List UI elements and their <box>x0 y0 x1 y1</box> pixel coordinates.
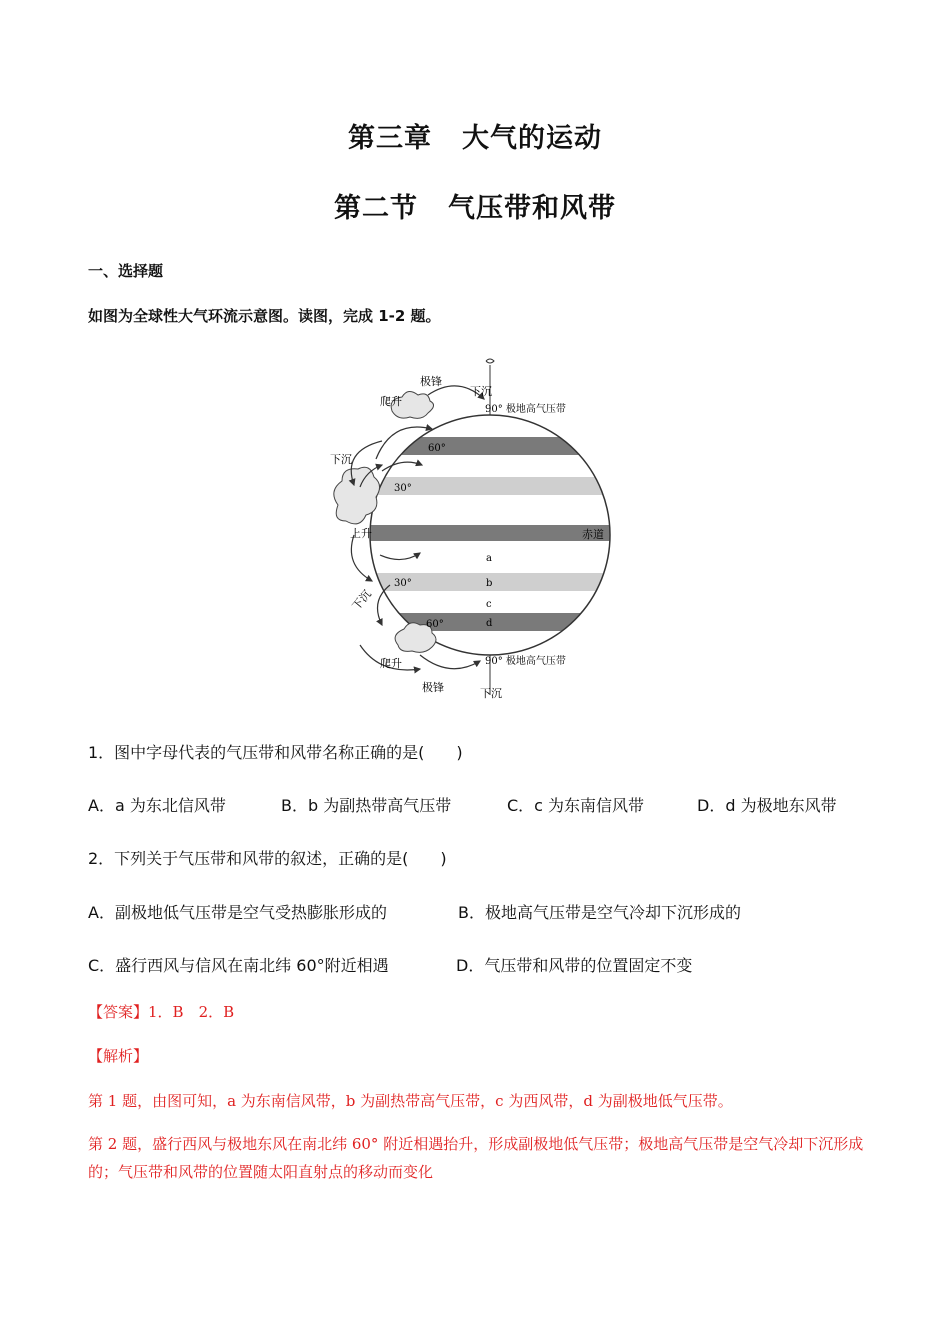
label-lat60-top: 60° <box>428 443 446 454</box>
label-sink-lower: 下沉 <box>349 587 374 613</box>
q2-option-d: D．气压带和风带的位置固定不变 <box>456 956 693 975</box>
analysis-1: 第 1 题，由图可知，a 为东南信风带，b 为副热带高气压带，c 为西风带，d 为副极地低气压带。 <box>88 1092 733 1110</box>
q1-option-a: A．a 为东北信风带 <box>88 796 226 815</box>
label-d: d <box>486 618 493 629</box>
label-rise-top: 爬升 <box>380 395 402 408</box>
label-b: b <box>486 578 493 589</box>
band-60n <box>360 437 620 455</box>
chapter-title: 第三章 大气的运动 <box>348 123 602 154</box>
atmospheric-circulation-figure <box>320 355 620 705</box>
answer: 【答案】1．B 2．B <box>88 1003 235 1021</box>
question-intro: 如图为全球性大气环流示意图。读图，完成 1-2 题。 <box>88 307 441 325</box>
q1-option-b: B．b 为副热带高气压带 <box>281 796 452 815</box>
label-polar-high-top: 90° 极地高气压带 <box>485 404 566 415</box>
label-equator: 赤道 <box>582 528 604 541</box>
label-sink-left: 下沉 <box>330 453 352 466</box>
question-1-stem: 1．图中字母代表的气压带和风带名称正确的是( ) <box>88 743 463 762</box>
q2-option-b: B．极地高气压带是空气冷却下沉形成的 <box>458 903 741 922</box>
analysis-2: 第 2 题，盛行西风与极地东风在南北纬 60° 附近相遇抬升，形成副极地低气压带；极地高气压带是空气冷却下沉形成的；气压带和风带的位置随太阳直射点的移动而变化 <box>88 1135 864 1181</box>
label-c: c <box>486 599 492 610</box>
q2-option-c: C．盛行西风与信风在南北纬 60°附近相遇 <box>88 956 389 975</box>
section-heading: 一、选择题 <box>88 262 164 280</box>
label-lat30-bottom: 30° <box>394 578 412 589</box>
label-polar-high-bottom: 90° 极地高气压带 <box>485 656 566 667</box>
q1-option-d: D．d 为极地东风带 <box>697 796 837 815</box>
label-front-bottom: 极锋 <box>422 681 444 694</box>
label-sink-top: 下沉 <box>470 385 492 398</box>
question-2-stem: 2．下列关于气压带和风带的叙述，正确的是( ) <box>88 849 447 868</box>
band-equator <box>360 525 620 541</box>
label-a: a <box>486 553 492 564</box>
label-rise-eq: 上升 <box>350 527 372 540</box>
label-front-top: 极锋 <box>420 375 442 388</box>
q1-option-c: C．c 为东南信风带 <box>507 796 645 815</box>
q2-option-a: A．副极地低气压带是空气受热膨胀形成的 <box>88 903 387 922</box>
label-lat30-top: 30° <box>394 483 412 494</box>
label-rise-bottom: 爬升 <box>380 657 402 670</box>
section-title: 第二节 气压带和风带 <box>334 193 616 224</box>
analysis-heading: 【解析】 <box>88 1047 149 1065</box>
label-lat60-bottom: 60° <box>426 619 444 630</box>
label-sink-bottom: 下沉 <box>480 687 502 700</box>
